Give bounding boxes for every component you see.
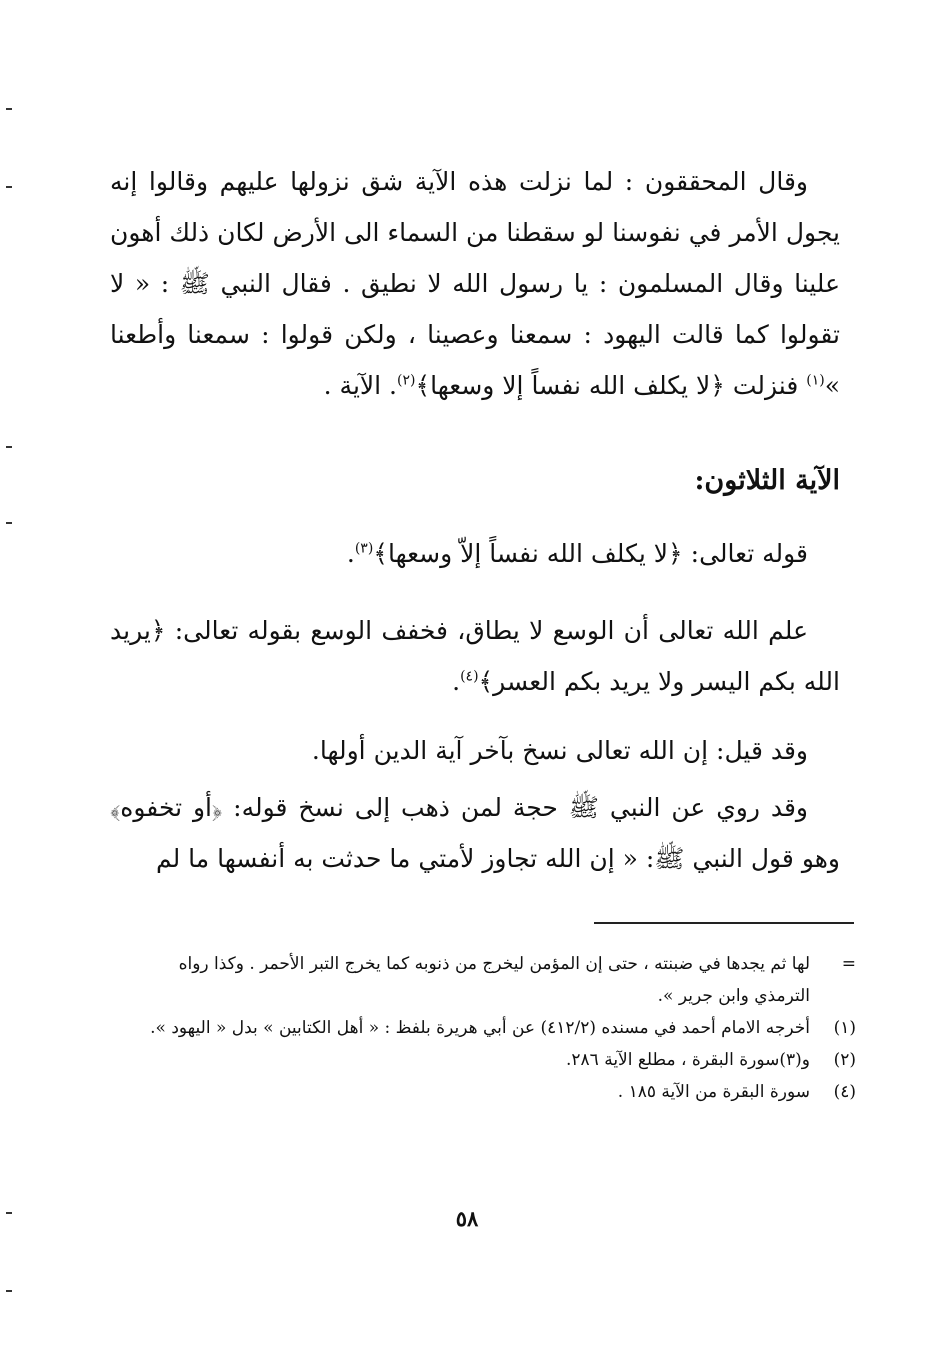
margin-tick xyxy=(6,186,12,188)
footnote-ref: (٣) xyxy=(354,540,374,557)
footnote-marker: = xyxy=(841,954,856,974)
footnote-marker: (٤) xyxy=(833,1082,856,1102)
paragraph-abrogation: وقد قيل: إن الله تعالى نسخ بآخر آية الدين أولها. xyxy=(311,736,808,765)
footnote-marker: (٢) xyxy=(833,1050,856,1070)
footnote-divider xyxy=(594,922,854,924)
paragraph-verse xyxy=(110,528,840,579)
footnote-item xyxy=(136,1044,856,1076)
paragraph-hadith: وقد روي عن النبي ﷺ حجة لمن ذهب إلى نسخ قوله: ﴿أو تخفوه﴾ وهو قول النبي ﷺ: « إن الله تجاوز لأمتي ما حدثت به أنفسها ما لم xyxy=(110,793,840,873)
footnote-ref: (٤) xyxy=(460,668,479,685)
paragraph-scholars xyxy=(110,156,840,411)
paragraph-text: . xyxy=(452,667,461,696)
section-heading: الآية الثلاثون: xyxy=(694,465,840,496)
footnote-text: لها ثم يجدها في ضبنته ، حتى إن المؤمن ليخرج من ذنوبه كما يخرج التبر الأحمر . وكذا رواه الترمذي وابن جرير ». xyxy=(178,954,810,1006)
margin-tick xyxy=(6,108,12,110)
footnote-item xyxy=(136,1012,856,1044)
main-text xyxy=(110,156,840,884)
paragraph-text: فنزلت ﴿لا يكلف الله نفساً إلا وسعها﴾ xyxy=(415,371,807,400)
footnote-ref: (١) xyxy=(806,372,825,389)
paragraph-text: قوله تعالى: ﴿لا يكلف الله نفساً إلاّ وسعها﴾ xyxy=(373,539,808,568)
margin-tick xyxy=(6,1290,12,1292)
footnotes xyxy=(136,948,856,1108)
footnote-item xyxy=(136,948,856,1012)
paragraph-ease xyxy=(110,605,840,707)
footnote-marker: (١) xyxy=(833,1018,856,1038)
footnote-ref: (٢) xyxy=(397,372,416,389)
paragraph-text: وقال المحققون : لما نزلت هذه الآية شق نزولها عليهم وقالوا إنه يجول الأمر في نفوسنا لو سقطنا من السماء الى الأرض لكان ذلك أهون علينا وقال المسلمون : يا رسول الله لا نطيق . فقال النبي ﷺ : « لا تقولوا كما قالت اليهود : سمعنا وعصينا ، ولكن قولوا : سمعنا وأطعنا » xyxy=(110,167,840,400)
footnote-text: سورة البقرة من الآية ١٨٥ . xyxy=(617,1082,810,1102)
margin-tick xyxy=(6,446,12,448)
paragraph-text: . xyxy=(346,539,355,568)
page-number: ٥٨ xyxy=(455,1206,479,1231)
footnote-text: أخرجه الامام أحمد في مسنده (٤١٢/٢) عن أبي هريرة بلفظ : « أهل الكتابين » بدل « اليهود ». xyxy=(150,1018,810,1038)
footnote-text: و(٣)سورة البقرة ، مطلع الآية ٢٨٦. xyxy=(566,1050,810,1070)
paragraph-text: . الآية . xyxy=(323,371,398,400)
margin-tick xyxy=(6,522,12,524)
paragraph-text: علم الله تعالى أن الوسع لا يطاق، فخفف الوسع بقوله تعالى: ﴿يريد الله بكم اليسر ولا يريد بكم العسر﴾ xyxy=(110,616,840,696)
footnote-item xyxy=(136,1076,856,1108)
